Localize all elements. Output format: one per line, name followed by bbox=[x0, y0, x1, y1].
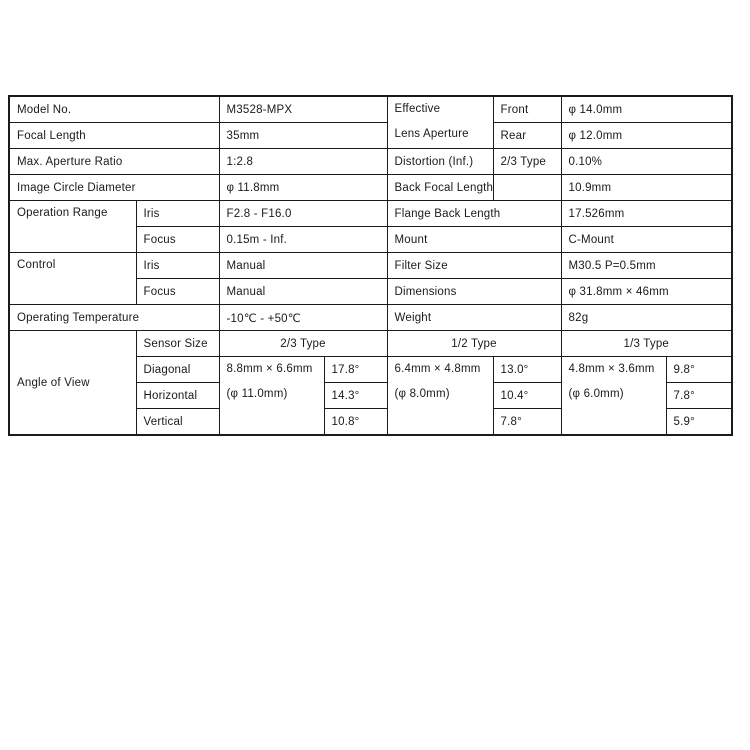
control-focus-value: Manual bbox=[219, 279, 387, 305]
sensor-size-1-2-line1: 6.4mm × 4.8mm bbox=[394, 363, 481, 375]
image-circle-diameter-label: Image Circle Diameter bbox=[9, 175, 219, 201]
control-iris-value: Manual bbox=[219, 253, 387, 279]
aov-horizontal-1-3: 7.8° bbox=[666, 383, 732, 409]
sensor-type-header-2-3: 2/3 Type bbox=[219, 331, 387, 357]
sensor-size-1-3-line2: (φ 6.0mm) bbox=[568, 388, 624, 400]
effective-lens-aperture-label bbox=[387, 96, 493, 149]
aov-horizontal-2-3: 14.3° bbox=[324, 383, 387, 409]
sensor-size-2-3 bbox=[219, 357, 324, 436]
flange-back-length-value: 17.526mm bbox=[561, 201, 732, 227]
weight-label: Weight bbox=[387, 305, 561, 331]
back-focal-length-label: Back Focal Length bbox=[387, 175, 493, 201]
table-row bbox=[9, 149, 732, 175]
control-iris-label: Iris bbox=[136, 253, 219, 279]
table-row bbox=[9, 123, 732, 149]
operation-range-iris-value: F2.8 - F16.0 bbox=[219, 201, 387, 227]
sensor-size-1-3-line1: 4.8mm × 3.6mm bbox=[568, 363, 655, 375]
table-row bbox=[9, 175, 732, 201]
aov-diagonal-2-3: 17.8° bbox=[324, 357, 387, 383]
operation-range-focus-label: Focus bbox=[136, 227, 219, 253]
sensor-size-1-3 bbox=[561, 357, 666, 436]
lens-aperture-rear-label: Rear bbox=[493, 123, 561, 149]
aov-vertical-1-2: 7.8° bbox=[493, 409, 561, 436]
operation-range-label-text: Operation Range bbox=[17, 207, 108, 219]
table-row bbox=[9, 331, 732, 357]
filter-size-value: M30.5 P=0.5mm bbox=[561, 253, 732, 279]
sensor-size-1-2-line2: (φ 8.0mm) bbox=[394, 388, 450, 400]
image-circle-diameter-value: φ 11.8mm bbox=[219, 175, 387, 201]
operating-temperature-label: Operating Temperature bbox=[9, 305, 219, 331]
table-row bbox=[9, 253, 732, 279]
operating-temperature-value: -10℃ - +50℃ bbox=[219, 305, 387, 331]
table-row bbox=[9, 201, 732, 227]
mount-label: Mount bbox=[387, 227, 561, 253]
aov-horizontal-1-2: 10.4° bbox=[493, 383, 561, 409]
aov-diagonal-1-3: 9.8° bbox=[666, 357, 732, 383]
table-row bbox=[9, 96, 732, 123]
weight-value: 82g bbox=[561, 305, 732, 331]
effective-lens-aperture-label-line1: Effective bbox=[394, 103, 441, 115]
lens-spec-table bbox=[8, 95, 733, 436]
lens-aperture-rear-value: φ 12.0mm bbox=[561, 123, 732, 149]
lens-aperture-front-label: Front bbox=[493, 96, 561, 123]
aov-vertical-2-3: 10.8° bbox=[324, 409, 387, 436]
aov-vertical-1-3: 5.9° bbox=[666, 409, 732, 436]
dimensions-label: Dimensions bbox=[387, 279, 561, 305]
model-no-label: Model No. bbox=[9, 96, 219, 123]
angle-of-view-label: Angle of View bbox=[9, 331, 136, 436]
operation-range-label bbox=[9, 201, 136, 253]
sensor-type-header-1-3: 1/3 Type bbox=[561, 331, 732, 357]
focal-length-label: Focal Length bbox=[9, 123, 219, 149]
lens-aperture-front-value: φ 14.0mm bbox=[561, 96, 732, 123]
dimensions-value: φ 31.8mm × 46mm bbox=[561, 279, 732, 305]
back-focal-length-sub-cell bbox=[493, 175, 561, 201]
back-focal-length-value: 10.9mm bbox=[561, 175, 732, 201]
focal-length-value: 35mm bbox=[219, 123, 387, 149]
sensor-size-2-3-line1: 8.8mm × 6.6mm bbox=[226, 363, 313, 375]
aov-diagonal-label: Diagonal bbox=[136, 357, 219, 383]
distortion-label: Distortion (Inf.) bbox=[387, 149, 493, 175]
effective-lens-aperture-label-line2: Lens Aperture bbox=[394, 128, 469, 140]
operation-range-focus-value: 0.15m - Inf. bbox=[219, 227, 387, 253]
sensor-size-2-3-line2: (φ 11.0mm) bbox=[226, 388, 288, 400]
sensor-size-1-2 bbox=[387, 357, 493, 436]
control-label-text: Control bbox=[17, 259, 56, 271]
aov-diagonal-1-2: 13.0° bbox=[493, 357, 561, 383]
flange-back-length-label: Flange Back Length bbox=[387, 201, 561, 227]
aov-horizontal-label: Horizontal bbox=[136, 383, 219, 409]
max-aperture-ratio-value: 1:2.8 bbox=[219, 149, 387, 175]
distortion-sub-label: 2/3 Type bbox=[493, 149, 561, 175]
mount-value: C-Mount bbox=[561, 227, 732, 253]
control-label bbox=[9, 253, 136, 305]
distortion-value: 0.10% bbox=[561, 149, 732, 175]
sensor-type-header-1-2: 1/2 Type bbox=[387, 331, 561, 357]
table-row bbox=[9, 305, 732, 331]
operation-range-iris-label: Iris bbox=[136, 201, 219, 227]
control-focus-label: Focus bbox=[136, 279, 219, 305]
aov-vertical-label: Vertical bbox=[136, 409, 219, 436]
model-no-value: M3528-MPX bbox=[219, 96, 387, 123]
filter-size-label: Filter Size bbox=[387, 253, 561, 279]
sensor-size-label: Sensor Size bbox=[136, 331, 219, 357]
max-aperture-ratio-label: Max. Aperture Ratio bbox=[9, 149, 219, 175]
